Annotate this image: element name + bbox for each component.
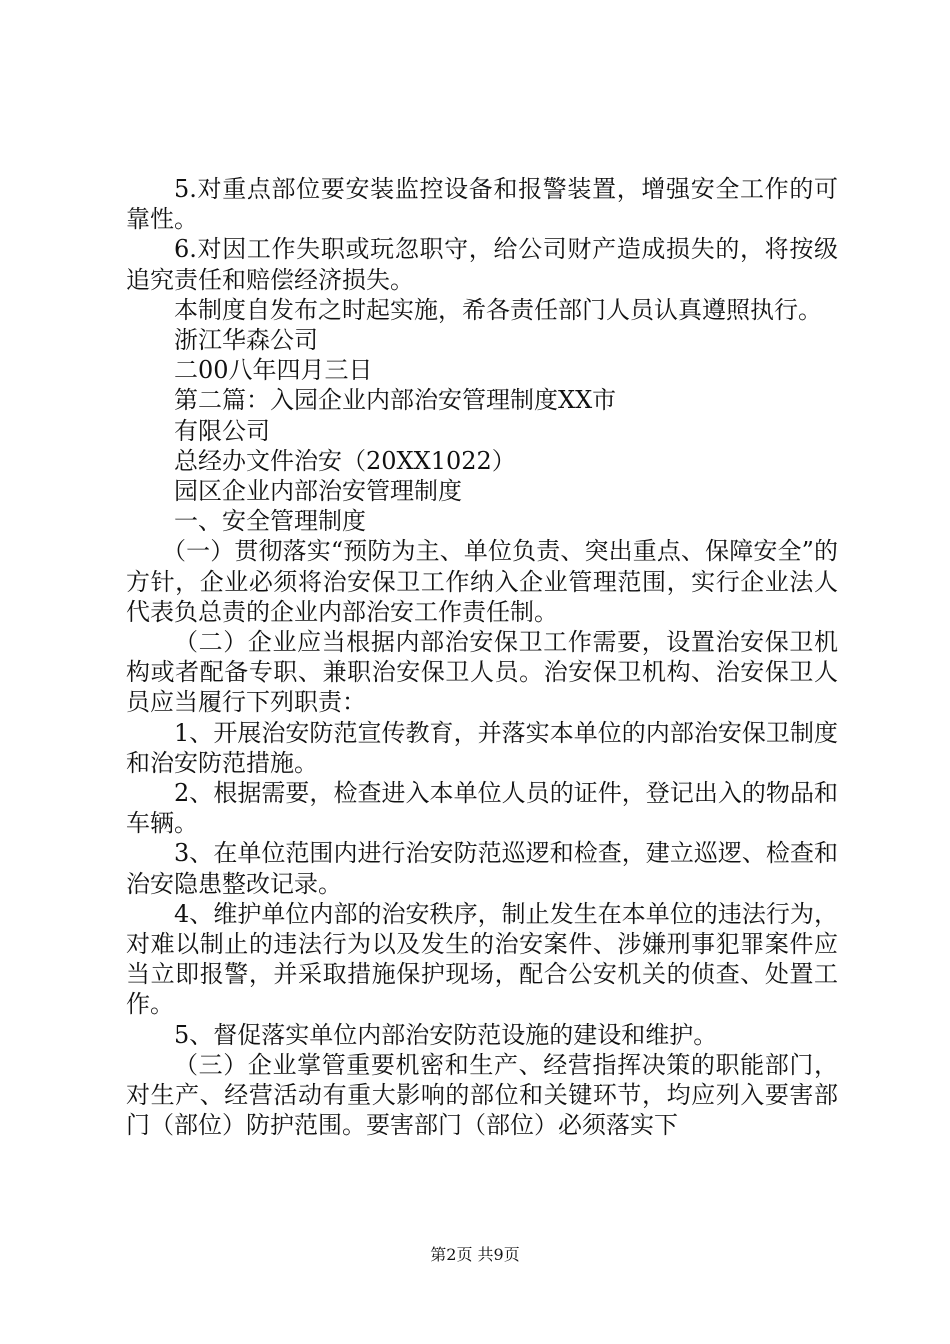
- paragraph-item-1: （一）贯彻落实“预防为主、单位负责、突出重点、保障安全”的方针，企业必须将治安保卫工作纳入企业管理范围，实行企业法人代表负总责的企业内部治安工作责任制。: [126, 537, 838, 626]
- duty-1: 1、开展治安防范宣传教育，并落实本单位的内部治安保卫制度和治安防范措施。: [126, 718, 838, 777]
- section-title-cont: 有限公司: [174, 416, 270, 445]
- file-number: 总经办文件治安（20XX1022）: [174, 446, 516, 475]
- duty-3: 3、在单位范围内进行治安防范巡逻和检查，建立巡逻、检查和治安隐患整改记录。: [126, 839, 838, 898]
- issue-date: 二00八年四月三日: [174, 356, 373, 385]
- regulation-title: 园区企业内部治安管理制度: [174, 477, 462, 506]
- paragraph-item-3: （三）企业掌管重要机密和生产、经营指挥决策的职能部门，对生产、经营活动有重大影响的部位和关键环节，均应列入要害部门（部位）防护范围。要害部门（部位）必须落实下: [126, 1050, 838, 1140]
- page-number-footer: 第2页 共9页: [430, 1245, 520, 1264]
- paragraph-2: 6.对因工作失职或玩忽职守，给公司财产造成损失的，将按级追究责任和赔偿经济损失。: [126, 235, 838, 294]
- duty-4: 4、维护单位内部的治安秩序，制止发生在本单位的违法行为，对难以制止的违法行为以及发生的治安案件、涉嫌刑事犯罪案件应当立即报警，并采取措施保护现场，配合公安机关的侦查、处置工作。: [126, 899, 838, 1019]
- paragraph-item-2: （二）企业应当根据内部治安保卫工作需要，设置治安保卫机构或者配备专职、兼职治安保卫人员。治安保卫机构、治安保卫人员应当履行下列职责：: [126, 628, 838, 717]
- section-title: 第二篇：入园企业内部治安管理制度XX市: [174, 386, 617, 415]
- duty-5: 5、督促落实单位内部治安防范设施的建设和维护。: [174, 1020, 718, 1049]
- chapter-heading: 一、安全管理制度: [174, 507, 366, 536]
- document-body: [126, 174, 838, 1141]
- company-name: 浙江华森公司: [174, 326, 318, 355]
- paragraph-1: 5.对重点部位要安装监控设备和报警装置，增强安全工作的可靠性。: [126, 175, 838, 234]
- duty-2: 2、根据需要，检查进入本单位人员的证件，登记出入的物品和车辆。: [126, 779, 838, 838]
- paragraph-3: 本制度自发布之时起实施，希各责任部门人员认真遵照执行。: [174, 295, 822, 324]
